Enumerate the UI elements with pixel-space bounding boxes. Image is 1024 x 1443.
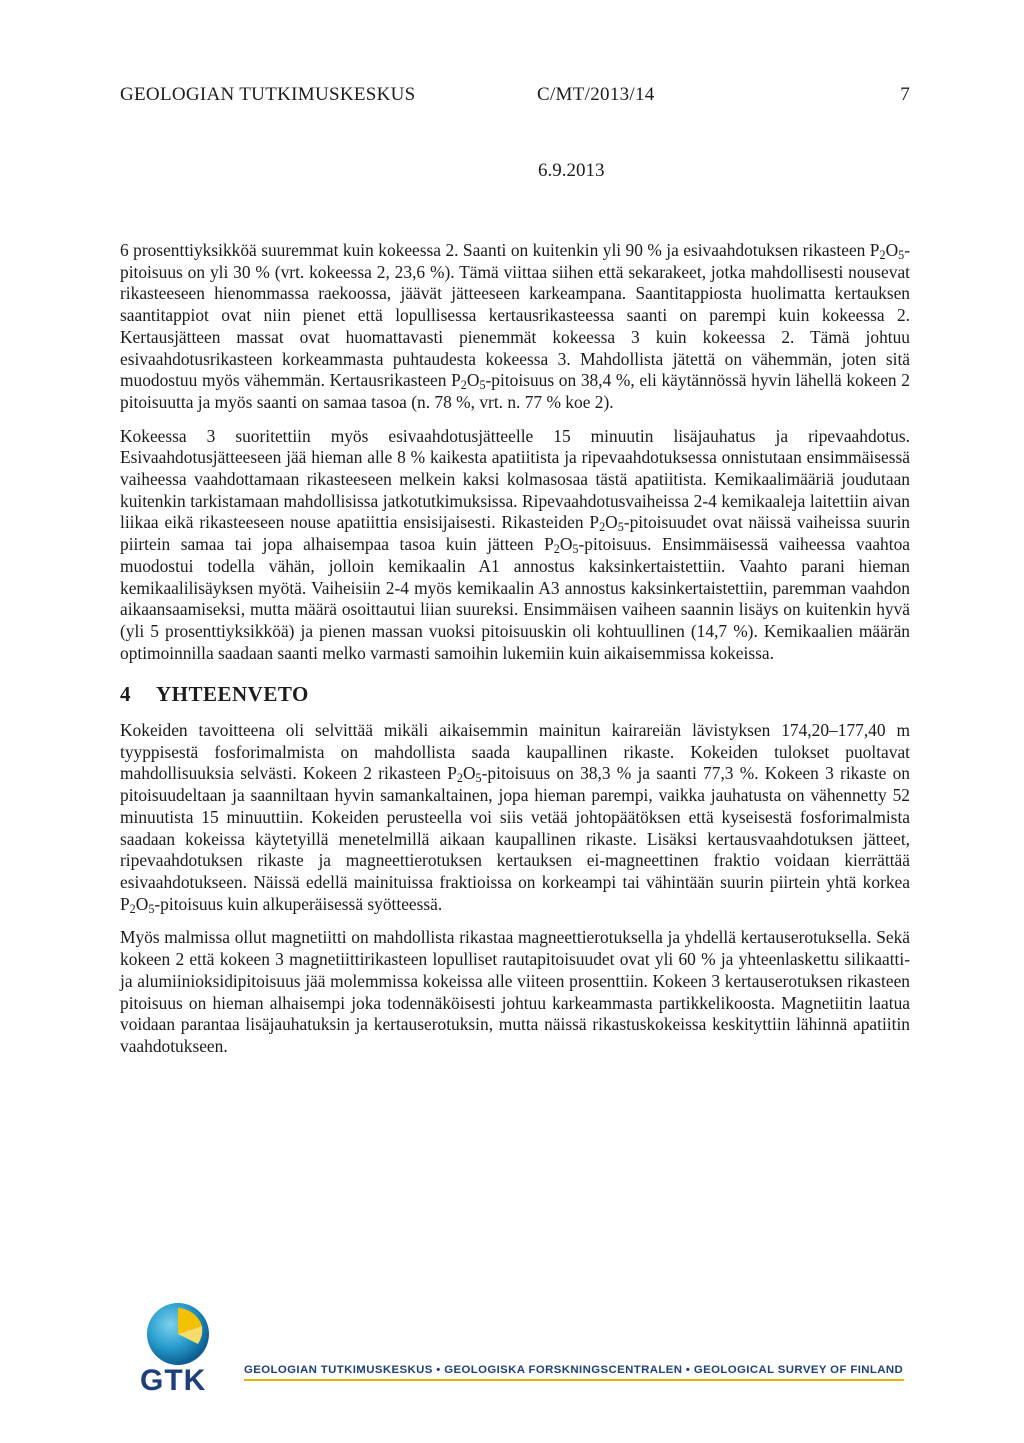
header-report-code: C/MT/2013/14 bbox=[537, 84, 655, 105]
section-heading bbox=[120, 684, 910, 706]
paragraph-3: Kokeiden tavoitteena oli selvittää mikäli aikaisemmin mainitun kairareiän lävistyksen 174,20–177,40 m tyyppisestä fosforimalmista on mahdollista saada kaupallinen rikaste. Kokeiden tulokset puoltavat mahdollisuuksia selvästi. Kokeen 2 rikasteen $P_2O_5$-pitoisuus on 38,3 % ja saanti 77,3 %. Kokeen 3 rikaste on pitoisuudeltaan ja saanniltaan hyvin samankaltainen, jopa hieman parempi, vaikka jauhatusta on vähennetty 52 minuutista 15 minuuttiin. Kokeiden perusteella voi siis vetää johtopäätöksen että kyseisestä fosforimalmista saadaan kokeissa käytetyillä menetelmillä aikaan kaupallinen rikaste. Lisäksi kertausvaahdotuksen jätteet, ripevaahdotuksen rikaste ja magneettierotuksen kertauksen ei-magneettinen fraktio voidaan kierrättää esivaahdotukseen. Näissä edellä mainituissa fraktioissa on korkeampi tai vähintään suurin piirtein yhtä korkea $P_2O_5$-pitoisuus kuin alkuperäisessä syötteessä. bbox=[120, 720, 911, 916]
page-footer bbox=[140, 1300, 910, 1400]
header-date: 6.9.2013 bbox=[538, 160, 605, 181]
header-organization: GEOLOGIAN TUTKIMUSKESKUS bbox=[120, 84, 416, 105]
footer-divider bbox=[244, 1379, 904, 1381]
paragraph-4: Myös malmissa ollut magnetiitti on mahdollista rikastaa magneettierotuksella ja yhdellä kertauserotuksella. Sekä kokeen 2 että kokeen 3 magnetiittirikasteen lopulliset rautapitoisuudet ovat yli 60 % ja yhteenlaskettu silikaatti- ja alumiinioksidipitoisuus jää molemmissa kokeissa alle viiteen prosenttiin. Kokeen 3 kertauserotuksen rikasteen pitoisuus on hieman alhaisempi joka todennäköisesti johtuu karkeammasta partikkelikoosta. Magnetiitin laatua voidaan parantaa lisäjauhatuksin ja kertauserotuksin, mutta näissä rikastuskokeissa keskityttiin lähinnä apatiitin vaahdotukseen. bbox=[120, 927, 910, 1056]
header-page-number: 7 bbox=[900, 84, 910, 105]
page-header bbox=[120, 84, 910, 114]
section-title: YHTEENVETO bbox=[156, 682, 309, 707]
gtk-logo-text: GTK bbox=[140, 1364, 207, 1397]
document-body bbox=[120, 240, 910, 1070]
section-number: 4 bbox=[120, 682, 131, 707]
paragraph-1: 6 prosenttiyksikköä suuremmat kuin kokeessa 2. Saanti on kuitenkin yli 90 % ja esivaahdotuksen rikasteen $P_2O_5$-pitoisuus on yli 30 % (vrt. kokeessa 2, 23,6 %). Tämä viittaa siihen että sekarakeet, jotka mahdollisesti nousevat rikasteeseen hienommassa raekoossa, jäävät jätteeseen karkeampana. Saantitappiosta huolimatta kertauksen saantitappiot ovat niin pienet että lopullisessa kertausrikasteessa saanti on parempi kuin kokeessa 2. Kertausjätteen massat ovat huomattavasti pienemmät kokeessa 3 kuin kokeessa 2. Tämä johtuu esivaahdotusrikasteen korkeammasta puhtaudesta kokeessa 3. Mahdollista jätettä on vähemmän, joten sitä muodostuu myös vähemmän. Kertausrikasteen $P_2O_5$-pitoisuus on 38,4 %, eli käytännössä hyvin lähellä kokeen 2 pitoisuutta ja myös saanti on samaa tasoa (n. 78 %, vrt. n. 77 % koe 2). bbox=[120, 240, 910, 412]
footer-tagline: GEOLOGIAN TUTKIMUSKESKUS • GEOLOGISKA FORSKNINGSCENTRALEN • GEOLOGICAL SURVEY OF FINLAND bbox=[244, 1364, 904, 1376]
paragraph-2: Kokeessa 3 suoritettiin myös esivaahdotusjätteelle 15 minuutin lisäjauhatus ja ripevaahdotus. Esivaahdotusjätteeseen jää hieman alle 8 % kaikesta apatiitista ja ripevaahdotuksessa onnistutaan ensimmäisessä vaiheessa vaahdottamaan rikasteeseen melkein kaksi kolmasosaa tästä apatiitista. Kemikaalimääriä joudutaan kuitenkin tarkistamaan mahdollisissa jatkotutkimuksissa. Ripevaahdotusvaiheissa 2-4 kemikaaleja laitettiin aivan liikaa eikä rikasteeseen nouse apatiittia ensisijaisesti. Rikasteiden $P_2O_5$-pitoisuudet ovat näissä vaiheissa suurin piirtein samaa tai jopa alhaisempaa tasoa kuin jätteen $P_2O_5$-pitoisuus. Ensimmäisessä vaiheessa vaahtoa muodostui todella vähän, jolloin kemikaalin A1 annostus kaksinkertaistettiin. Vaahto parani hieman kemikaalilisäyksen myötä. Vaiheisiin 2-4 myös kemikaalin A3 annostus kaksinkertaistettiin, paremman vaahdon aikaansaamiseksi, mutta määrä osoittautui liian suureksi. Ensimmäisen vaiheen saannin lisäys on kuitenkin hyvä (yli 5 prosenttiyksikköä) ja pienen massan vuoksi pitoisuuskin oli kohtuullinen (14,7 %). Kemikaalien määrän optimoinnilla saadaan saanti melko varmasti samoihin lukemiin kuin aikaisemmissa kokeissa. bbox=[120, 425, 911, 663]
